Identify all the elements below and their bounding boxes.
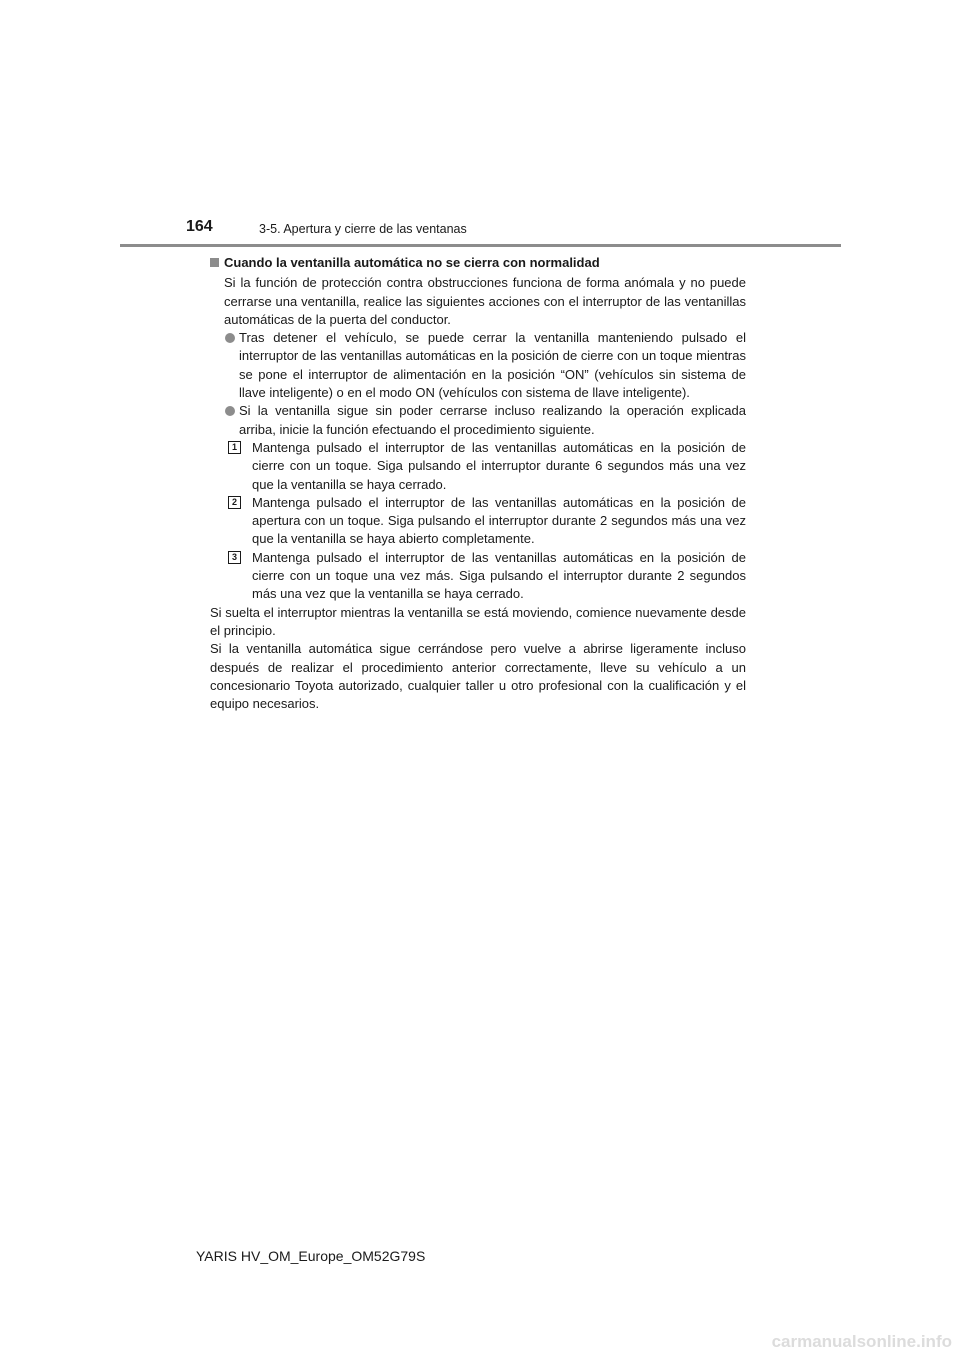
content (210, 254, 746, 713)
intro-paragraph: Si la función de protección contra obstrucciones funciona de forma anómala y no puede cerrarse una ventanilla, realice las siguientes acciones con el interruptor de las ventanillas automáticas de la puerta del conductor. (224, 275, 746, 327)
square-bullet-icon (210, 258, 219, 267)
page-number: 164 (186, 218, 213, 235)
closing-paragraph (210, 604, 746, 714)
step-item (210, 439, 746, 494)
bullet-text: Si la ventanilla sigue sin poder cerrarse incluso realizando la operación explicada arriba, inicie la función efectuando el procedimiento siguiente. (239, 403, 746, 437)
footer-doc-code: YARIS HV_OM_Europe_OM52G79S (196, 1248, 426, 1264)
step-text: Mantenga pulsado el interruptor de las ventanillas automáticas en la posición de apertura con un toque. Siga pulsando el interruptor durante 2 segundos más una vez que la ventanilla se haya abierto completamente. (252, 494, 746, 547)
section-title: 3-5. Apertura y cierre de las ventanas (259, 222, 467, 236)
step-text: Mantenga pulsado el interruptor de las ventanillas automáticas en la posición de cierre con un toque. Siga pulsando el interruptor durante 6 segundos más una vez que la ventanilla se haya cerrado. (252, 439, 746, 492)
closing-text-restart: Si suelta el interruptor mientras la ventanilla se está moviendo, comience nuevamente desde el principio. (210, 604, 746, 638)
step-number-badge: 2 (228, 496, 241, 509)
heading-text: Cuando la ventanilla automática no se cierra con normalidad (224, 255, 600, 270)
bullet-item (210, 402, 746, 439)
step-text: Mantenga pulsado el interruptor de las ventanillas automáticas en la posición de cierre con un toque una vez más. Siga pulsando el interruptor durante 2 segundos más una vez que la ventanilla se haya cerrado. (252, 549, 746, 602)
closing-text-dealer: Si la ventanilla automática sigue cerrándose pero vuelve a abrirse ligeramente incluso después de realizar el procedimiento anterior correctamente, lleve su vehículo a un concesionario Toyota autorizado, cualquier taller u otro profesional con la cualificación y el equipo necesarios. (210, 641, 746, 712)
circle-bullet-icon (225, 406, 235, 416)
subsection-heading (210, 254, 746, 272)
circle-bullet-icon (225, 333, 235, 343)
step-item (210, 494, 746, 549)
step-item (210, 549, 746, 604)
step-number-badge: 3 (228, 551, 241, 564)
watermark: carmanualsonline.info (771, 1332, 952, 1351)
header-rule (120, 244, 841, 247)
step-number-badge: 1 (228, 441, 241, 454)
bullet-item (210, 329, 746, 402)
bullet-text: Tras detener el vehículo, se puede cerrar la ventanilla manteniendo pulsado el interruptor de las ventanillas automáticas en la posición de cierre con un toque mientras se pone el interruptor de alimentación en la posición “ON” (vehículos sin sistema de llave inteligente) o en el modo ON (vehículos con sistema de llave inteligente). (239, 330, 746, 401)
